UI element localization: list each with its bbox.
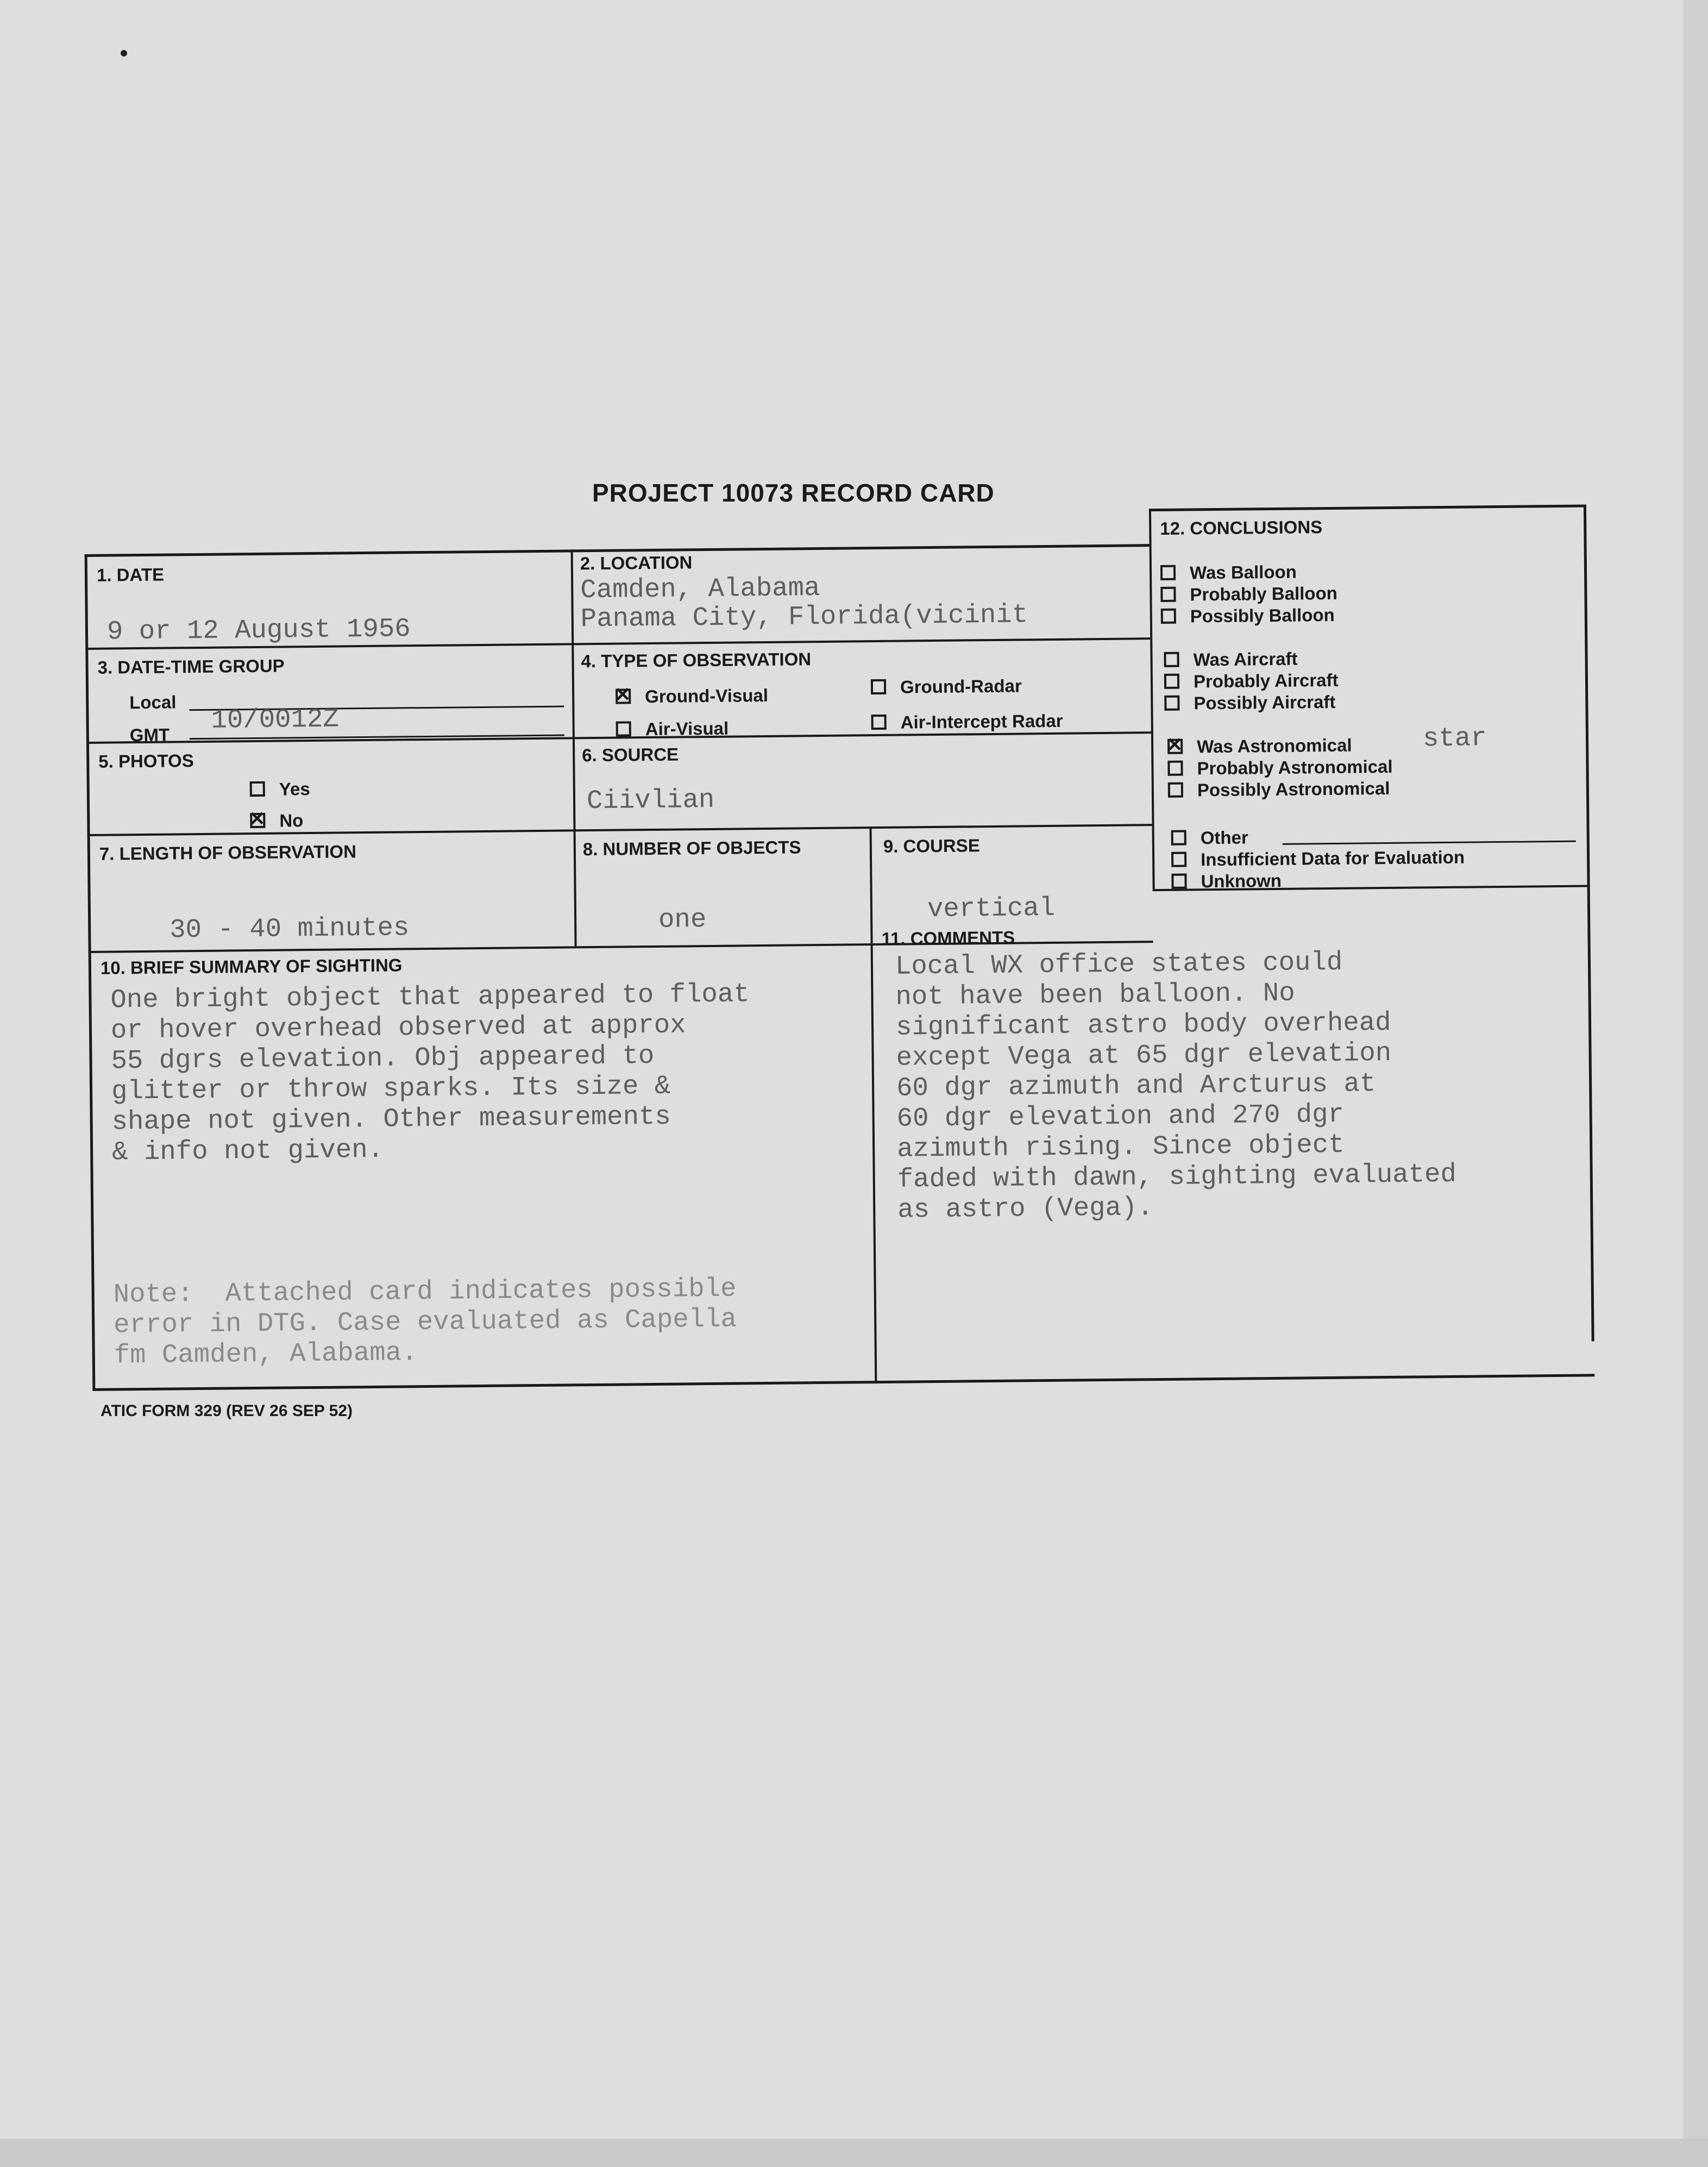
summary-note xyxy=(113,1274,737,1371)
divider-row-3 xyxy=(87,824,1152,836)
summary-line: or hover overhead observed at approx xyxy=(110,1010,686,1046)
checkbox-probably-aircraft[interactable] xyxy=(1164,674,1179,689)
note-line: Note: Attached card indicates possible xyxy=(113,1273,737,1310)
dtg-gmt-label: GMT xyxy=(129,724,170,746)
checkbox-air-intercept-radar[interactable] xyxy=(871,715,887,730)
conclusion-possibly-aircraft: Possibly Aircraft xyxy=(1164,692,1335,714)
comments-label: 11. COMMENTS xyxy=(881,927,1015,949)
conclusion-probably-astronomical: Probably Astronomical xyxy=(1167,756,1392,779)
checkbox-photos-no[interactable] xyxy=(250,813,265,828)
comment-line: except Vega at 65 dgr elevation xyxy=(896,1037,1392,1073)
astronomical-annotation: star xyxy=(1422,723,1487,754)
checkbox-possibly-balloon[interactable] xyxy=(1161,609,1176,624)
option-ground-visual: ✕Ground-Visual xyxy=(616,685,768,707)
source-value: Ciivlian xyxy=(586,784,715,817)
comment-line: Local WX office states could xyxy=(895,947,1343,982)
comment-line: not have been balloon. No xyxy=(895,978,1295,1012)
location-line-2: Panama City, Florida(vicinit xyxy=(580,599,1028,635)
comment-line: faded with dawn, sighting evaluated xyxy=(897,1158,1457,1195)
conclusions-label: 12. CONCLUSIONS xyxy=(1160,517,1323,538)
summary-line: glitter or throw sparks. Its size & xyxy=(111,1070,671,1107)
frame-top-right xyxy=(1149,504,1586,511)
option-photos-no: ✕No xyxy=(250,810,303,831)
location-label: 2. LOCATION xyxy=(580,552,693,574)
comment-line: azimuth rising. Since object xyxy=(896,1129,1345,1164)
conclusion-other: Other xyxy=(1171,827,1248,848)
checkbox-air-visual[interactable] xyxy=(616,721,631,736)
source-label: 6. SOURCE xyxy=(582,744,679,766)
course-label: 9. COURSE xyxy=(883,835,980,856)
divider-col-a xyxy=(571,549,577,946)
date-value: 9 or 12 August 1956 xyxy=(106,613,411,647)
observation-type-label: 4. TYPE OF OBSERVATION xyxy=(581,649,812,672)
comment-line: as astro (Vega). xyxy=(897,1192,1154,1225)
checkbox-unknown[interactable] xyxy=(1171,874,1186,889)
comment-line: significant astro body overhead xyxy=(895,1007,1391,1043)
summary-line: 55 dgrs elevation. Obj appeared to xyxy=(111,1040,655,1076)
film-edge-bottom xyxy=(0,2139,1708,2167)
dtg-local-label: Local xyxy=(129,692,177,713)
record-card xyxy=(84,505,1591,1388)
other-line xyxy=(1283,841,1576,845)
checkbox-probably-balloon[interactable] xyxy=(1160,587,1176,602)
length-value: 30 - 40 minutes xyxy=(169,912,410,945)
date-label: 1. DATE xyxy=(96,564,165,585)
dtg-gmt-value: 10/0012Z xyxy=(211,704,340,736)
summary-label: 10. BRIEF SUMMARY OF SIGHTING xyxy=(100,955,403,978)
comment-line: 60 dgr elevation and 270 dgr xyxy=(896,1099,1345,1134)
frame-right xyxy=(1584,504,1594,1341)
card-title: PROJECT 10073 RECORD CARD xyxy=(592,479,995,507)
location-line-1: Camden, Alabama xyxy=(580,573,820,606)
conclusion-was-astronomical: ✕Was Astronomical xyxy=(1167,735,1352,757)
conclusion-insufficient-data: Insufficient Data for Evaluation xyxy=(1171,847,1465,870)
length-label: 7. LENGTH OF OBSERVATION xyxy=(99,841,357,864)
conclusion-was-aircraft: Was Aircraft xyxy=(1164,649,1297,671)
note-line: error in DTG. Case evaluated as Capella xyxy=(113,1304,737,1341)
conclusion-possibly-balloon: Possibly Balloon xyxy=(1161,605,1335,627)
conclusion-possibly-astronomical: Possibly Astronomical xyxy=(1168,778,1390,801)
divider-col-c xyxy=(871,943,877,1383)
objects-value: one xyxy=(658,904,707,935)
option-photos-yes: Yes xyxy=(250,779,310,800)
conclusion-was-balloon: Was Balloon xyxy=(1160,562,1297,584)
summary-line: One bright object that appeared to float xyxy=(110,979,750,1016)
photos-label: 5. PHOTOS xyxy=(98,750,194,772)
checkbox-probably-astronomical[interactable] xyxy=(1167,761,1183,776)
checkbox-insufficient-data[interactable] xyxy=(1171,852,1186,867)
dtg-label: 3. DATE-TIME GROUP xyxy=(97,655,285,678)
divider-conclusions xyxy=(1149,509,1155,889)
checkbox-was-aircraft[interactable] xyxy=(1164,652,1179,667)
option-ground-radar: Ground-Radar xyxy=(871,675,1022,698)
conclusion-probably-aircraft: Probably Aircraft xyxy=(1164,670,1339,692)
summary-line: & info not given. xyxy=(111,1134,384,1168)
comment-line: 60 dgr azimuth and Arcturus at xyxy=(896,1068,1376,1104)
conclusion-probably-balloon: Probably Balloon xyxy=(1160,583,1337,605)
checkbox-other[interactable] xyxy=(1171,830,1186,845)
frame-left xyxy=(85,554,96,1391)
note-line: fm Camden, Alabama. xyxy=(114,1337,418,1371)
divider-col-b xyxy=(870,826,873,943)
checkbox-ground-radar[interactable] xyxy=(871,679,886,694)
frame-bottom xyxy=(92,1374,1594,1391)
summary-line: shape not given. Other measurements xyxy=(111,1101,671,1137)
checkbox-ground-visual[interactable] xyxy=(616,688,631,704)
film-edge-right xyxy=(1683,0,1708,2167)
checkbox-was-astronomical[interactable] xyxy=(1167,739,1183,754)
dust-speck xyxy=(121,50,127,57)
checkbox-possibly-aircraft[interactable] xyxy=(1164,696,1179,711)
course-value: vertical xyxy=(927,892,1056,925)
checkbox-was-balloon[interactable] xyxy=(1160,565,1176,580)
comments-text xyxy=(895,946,1457,1225)
form-id: ATIC FORM 329 (REV 26 SEP 52) xyxy=(101,1402,353,1420)
option-air-intercept-radar: Air-Intercept Radar xyxy=(871,711,1063,733)
checkbox-photos-yes[interactable] xyxy=(250,781,265,797)
checkbox-possibly-astronomical[interactable] xyxy=(1168,782,1183,798)
conclusion-unknown: Unknown xyxy=(1171,870,1282,892)
option-air-visual: Air-Visual xyxy=(616,718,729,740)
summary-text xyxy=(110,979,751,1167)
objects-label: 8. NUMBER OF OBJECTS xyxy=(582,837,801,860)
